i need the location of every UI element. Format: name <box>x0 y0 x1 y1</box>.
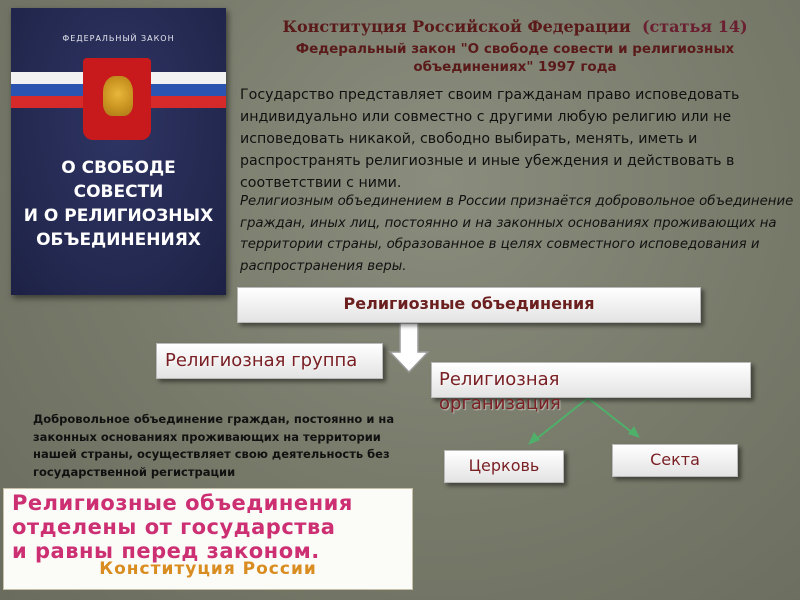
article-number: (статья 14) <box>641 17 748 36</box>
arrowhead-left-icon <box>528 432 540 445</box>
definition-paragraph: Религиозным объединением в России признаётся добровольное объединение граждан, иных лиц, постоянно и на законных основаниях проживающих на территории страны, образованное в целях совместного исповедования и распространения веры. <box>240 194 794 274</box>
religious-associations-box: Религиозные объединения <box>237 287 701 323</box>
banner-text: Религиозные объединения отделены от государства и равны перед законом. <box>12 491 353 563</box>
arrowhead-right-icon <box>628 426 640 438</box>
down-arrow-icon <box>390 323 428 372</box>
religious-group-label: Религиозная группа <box>165 350 358 371</box>
sect-box: Секта <box>612 444 738 477</box>
constitution-heading: Конституция Российской Федерации (статья 14) <box>282 17 748 36</box>
banner-source: Конституция России <box>99 559 317 579</box>
rights-paragraph: Государство представляет своим гражданам право исповедовать индивидуально или совместно с другими любую религию или не исповедовать никакой, свободно выбирать, менять, иметь и распространять религиозные и иные убеждения и действовать в соответствии с ними. <box>240 87 740 191</box>
group-description: Добровольное объединение граждан, постоянно и на законных основаниях проживающих на территории нашей страны, осуществляет свою деятельность без государственной регистрации <box>33 412 395 479</box>
constitution-banner <box>3 488 413 590</box>
church-box: Церковь <box>444 450 564 483</box>
book-title: О СВОБОДЕ СОВЕСТИ И О РЕЛИГИОЗНЫХ ОБЪЕДИНЕНИЯХ <box>23 158 214 250</box>
law-heading: Федеральный закон "О свободе совести и религиозных объединениях" 1997 года <box>295 41 735 75</box>
religious-organization-label: Религиозная организация <box>439 369 561 414</box>
book-header: ФЕДЕРАЛЬНЫЙ ЗАКОН <box>62 34 175 43</box>
